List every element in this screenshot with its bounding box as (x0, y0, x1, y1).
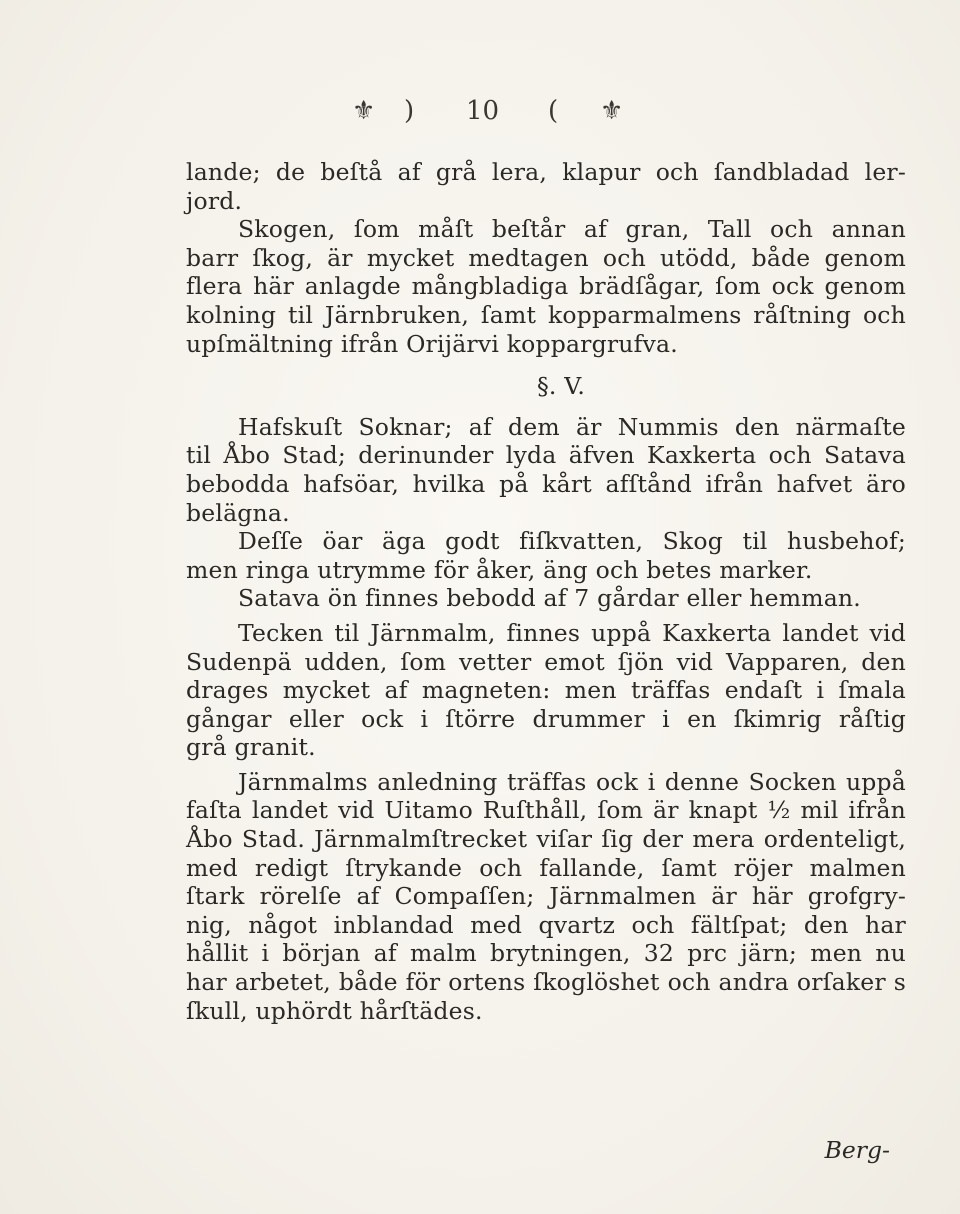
text-line: jord. (186, 186, 243, 215)
text-line: Järnmalms anledning träffas ock i denne Socken uppå (238, 767, 906, 796)
text-line: ſkull, uphördt hårſtädes. (186, 996, 483, 1025)
text-line: nig, något inblandad med qvartz och fältſpat; den har (186, 910, 906, 939)
text-line: lande; de beſtå af grå lera, klapur och ſandbladad ler- (186, 158, 906, 186)
header-paren-right: ( (548, 96, 559, 126)
text-line: Hafskuſt Soknar; af dem är Nummis den närmaſte (238, 412, 906, 441)
text-line: bebodda hafsöar, hvilka på kårt afſtånd ifrån hafvet äro (186, 469, 906, 498)
text-line: belägna. (186, 498, 290, 527)
catchword: Berg- (824, 1136, 890, 1164)
text-line: gångar eller ock i ſtörre drummer i en ſkimrig råſtig (186, 704, 906, 733)
text-line: barr ſkog, är mycket medtagen och utödd, både genom (186, 243, 906, 272)
text-line: upſmältning ifrån Orijärvi koppargrufva. (186, 329, 678, 358)
header-paren-left: ) (404, 96, 415, 126)
text-line: Satava ön finnes bebodd af 7 gårdar eller hemman. (238, 584, 861, 613)
page-header (0, 96, 960, 136)
text-line: har arbetet, både för ortens ſkoglöshet och andra orſaker s (186, 968, 906, 997)
text-line: til Åbo Stad; derinunder lyda äfven Kaxkerta och Satava (186, 441, 906, 470)
text-line: Deſſe öar äga godt fiſkvatten, Skog til husbehof; (238, 527, 906, 556)
section-heading: §. V. (536, 372, 586, 401)
text-line: kolning til Järnbruken, ſamt kopparmalmens råſtning och (186, 300, 906, 329)
text-line: faſta landet vid Uitamo Ruſthåll, ſom är knapt ½ mil ifrån (186, 796, 906, 825)
text-line: drages mycket af magneten: men träffas endaſt i ſmala (186, 676, 906, 705)
text-line: Sudenpä udden, ſom vetter emot ſjön vid Vapparen, den (186, 647, 906, 676)
text-line: Åbo Stad. Järnmalmſtrecket viſar ſig der mera ordenteligt, (186, 825, 906, 854)
text-line: med redigt ſtrykande och fallande, ſamt röjer malmen (186, 853, 906, 882)
ornament-right-icon: ⚜ (600, 96, 624, 126)
text-line: flera här anlagde mångbladiga brädſågar, ſom ock genom (186, 272, 906, 301)
text-line: Tecken til Järnmalm, finnes uppå Kaxkerta landet vid (238, 618, 906, 647)
text-line: men ringa utrymme för åker, äng och betes marker. (186, 555, 813, 584)
page-number: 10 (466, 96, 500, 126)
text-line: hållit i början af malm brytningen, 32 prc järn; men nu (186, 939, 906, 968)
ornament-left-icon: ⚜ (352, 96, 376, 126)
text-line: Skogen, ſom måſt beſtår af gran, Tall och annan (238, 215, 906, 244)
text-line: grå granit. (186, 733, 316, 762)
text-line: ſtark rörelſe af Compaſſen; Järnmalmen är här grofgry- (186, 882, 906, 911)
body-text (186, 158, 906, 1025)
